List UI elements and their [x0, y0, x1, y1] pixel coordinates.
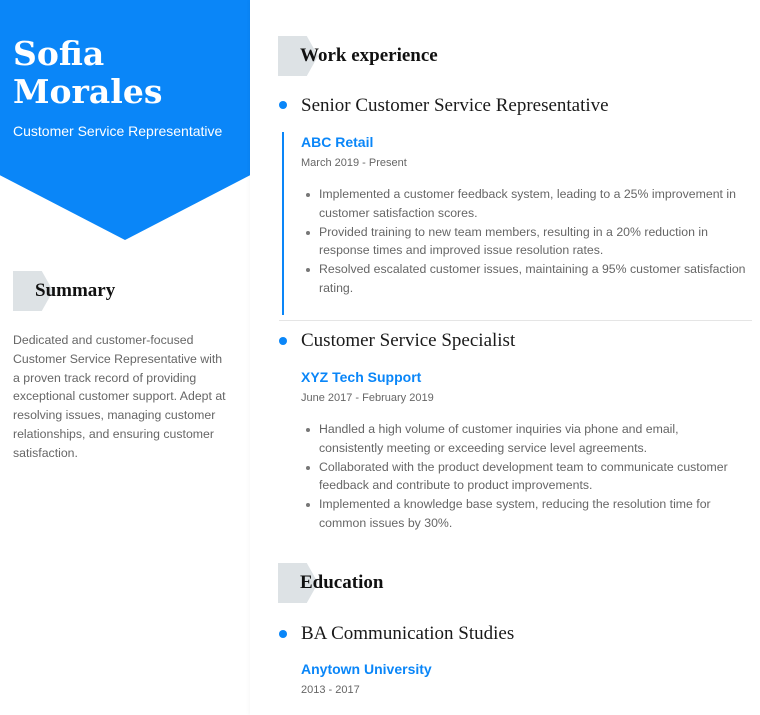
- main-content: [250, 0, 760, 715]
- education-heading-label: Education: [300, 572, 384, 593]
- education-degree: BA Communication Studies: [301, 623, 515, 644]
- job-bullet: Implemented a customer feedback system, leading to a 25% improvement in customer satisfaction scores.: [301, 185, 746, 223]
- job-company: XYZ Tech Support: [301, 369, 422, 385]
- job-company: ABC Retail: [301, 134, 374, 150]
- job-bullet: Collaborated with the product development team to communicate customer feedback and contribute to product improvements.: [301, 458, 746, 496]
- job-bullet-dot: [279, 337, 287, 345]
- job-bullet: Resolved escalated customer issues, maintaining a 95% customer satisfaction rating.: [301, 260, 746, 298]
- last-name: Morales: [13, 72, 163, 111]
- job-dates: June 2017 - February 2019: [301, 392, 434, 404]
- left-sidebar: [0, 0, 250, 715]
- job-title: Senior Customer Service Representative: [301, 95, 609, 116]
- job-bullet: Implemented a knowledge base system, reducing the resolution time for common issues by 30%.: [301, 495, 746, 533]
- candidate-name: [13, 35, 243, 111]
- job-bullets: [301, 420, 746, 533]
- education-dates: 2013 - 2017: [301, 684, 360, 696]
- job-divider: [279, 320, 752, 321]
- job-title: Customer Service Specialist: [301, 330, 516, 351]
- education-bullet-dot: [279, 630, 287, 638]
- work-experience-heading-label: Work experience: [300, 45, 438, 66]
- summary-heading-label: Summary: [35, 280, 116, 301]
- job-dates: March 2019 - Present: [301, 157, 407, 169]
- candidate-title: Customer Service Representative: [13, 123, 223, 139]
- job-bullet: Handled a high volume of customer inquiries via phone and email, consistently meeting or exceeding service level agreements.: [301, 420, 746, 458]
- education-school: Anytown University: [301, 661, 432, 677]
- job-bullets: [301, 185, 746, 298]
- summary-text: Dedicated and customer-focused Customer Service Representative with a proven track record of providing exceptional customer support. Adept at resolving issues, managing customer relationships, and ensuring customer satisfaction.: [13, 333, 226, 460]
- active-job-accent-line: [282, 132, 284, 315]
- job-bullet-dot: [279, 101, 287, 109]
- job-bullet: Provided training to new team members, resulting in a 20% reduction in response times and improved issue resolution rates.: [301, 223, 746, 261]
- first-name: Sofia: [13, 34, 105, 73]
